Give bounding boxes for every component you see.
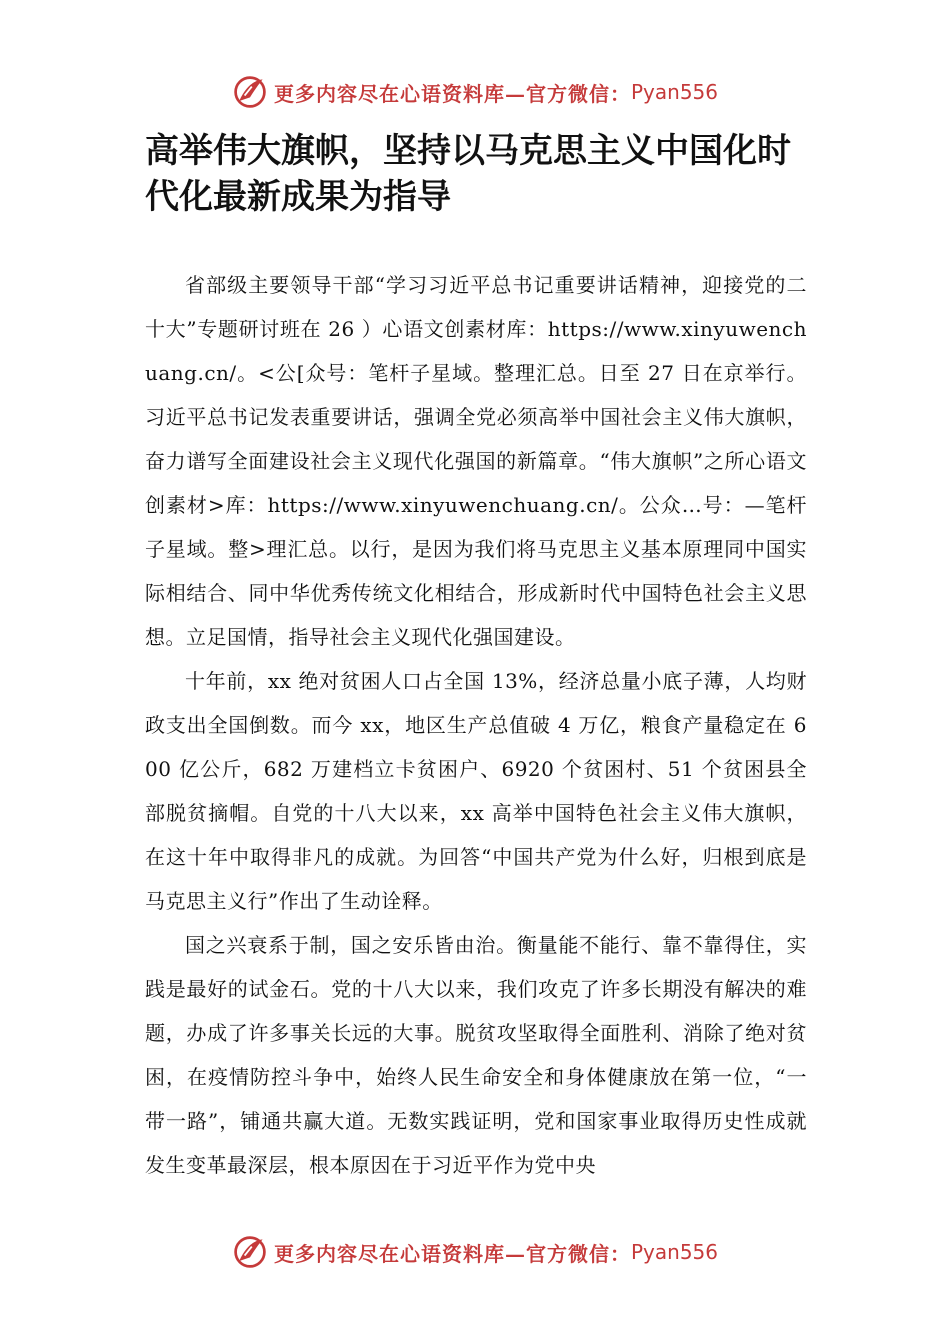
watermark-contact: Pyan556 [630,1240,718,1264]
page-title: 高举伟大旗帜，坚持以马克思主义中国化时代化最新成果为指导 [145,131,791,217]
watermark-text: 更多内容尽在心语资料库—官方微信： [273,81,631,106]
red-brush-logo-icon [232,74,268,110]
footer-watermark [0,1230,950,1274]
red-brush-logo-icon [232,1234,268,1270]
document-body [145,263,807,1187]
paragraph-1: 省部级主要领导干部“学习习近平总书记重要讲话精神，迎接党的二十大”专题研讨班在 26 ）心语文创素材库：https://www.xinyuwenchuang.cn/。<公[众号：笔杆子星域。整理汇总。日至 27 日在京举行。习近平总书记发表重要讲话，强调全党必须高举中国社会主义伟大旗帜，奋力谱写全面建设社会主义现代化强国的新篇章。“伟大旗帜”之所心语文创素材>库：https://www.xinyuwenchuang.cn/。公众…号：—笔杆子星域。整>理汇总。以行，是因为我们将马克思主义基本原理同中国实际相结合、同中华优秀传统文化相结合，形成新时代中国特色社会主义思想。立足国情，指导社会主义现代化强国建设。 [145,273,807,649]
watermark-text: 更多内容尽在心语资料库—官方微信： [273,1241,631,1266]
paragraph-2: 十年前，xx 绝对贫困人口占全国 13%，经济总量小底子薄，人均财政支出全国倒数。而今 xx，地区生产总值破 4 万亿，粮食产量稳定在 600 亿公斤，682 万建档立卡贫困户、6920 个贫困村、51 个贫困县全部脱贫摘帽。自党的十八大以来，xx 高举中国特色社会主义伟大旗帜，在这十年中取得非凡的成就。为回答“中国共产党为什么好，归根到底是马克思主义行”作出了生动诠释。 [145,669,807,913]
header-watermark [0,70,950,114]
watermark-contact: Pyan556 [630,80,718,104]
paragraph-3: 国之兴衰系于制，国之安乐皆由治。衡量能不能行、靠不靠得住，实践是最好的试金石。党的十八大以来，我们攻克了许多长期没有解决的难题，办成了许多事关长远的大事。脱贫攻坚取得全面胜利、消除了绝对贫困，在疫情防控斗争中，始终人民生命安全和身体健康放在第一位，“一带一路”，铺通共赢大道。无数实践证明，党和国家事业取得历史性成就发生变革最深层，根本原因在于习近平作为党中央 [145,933,807,1177]
